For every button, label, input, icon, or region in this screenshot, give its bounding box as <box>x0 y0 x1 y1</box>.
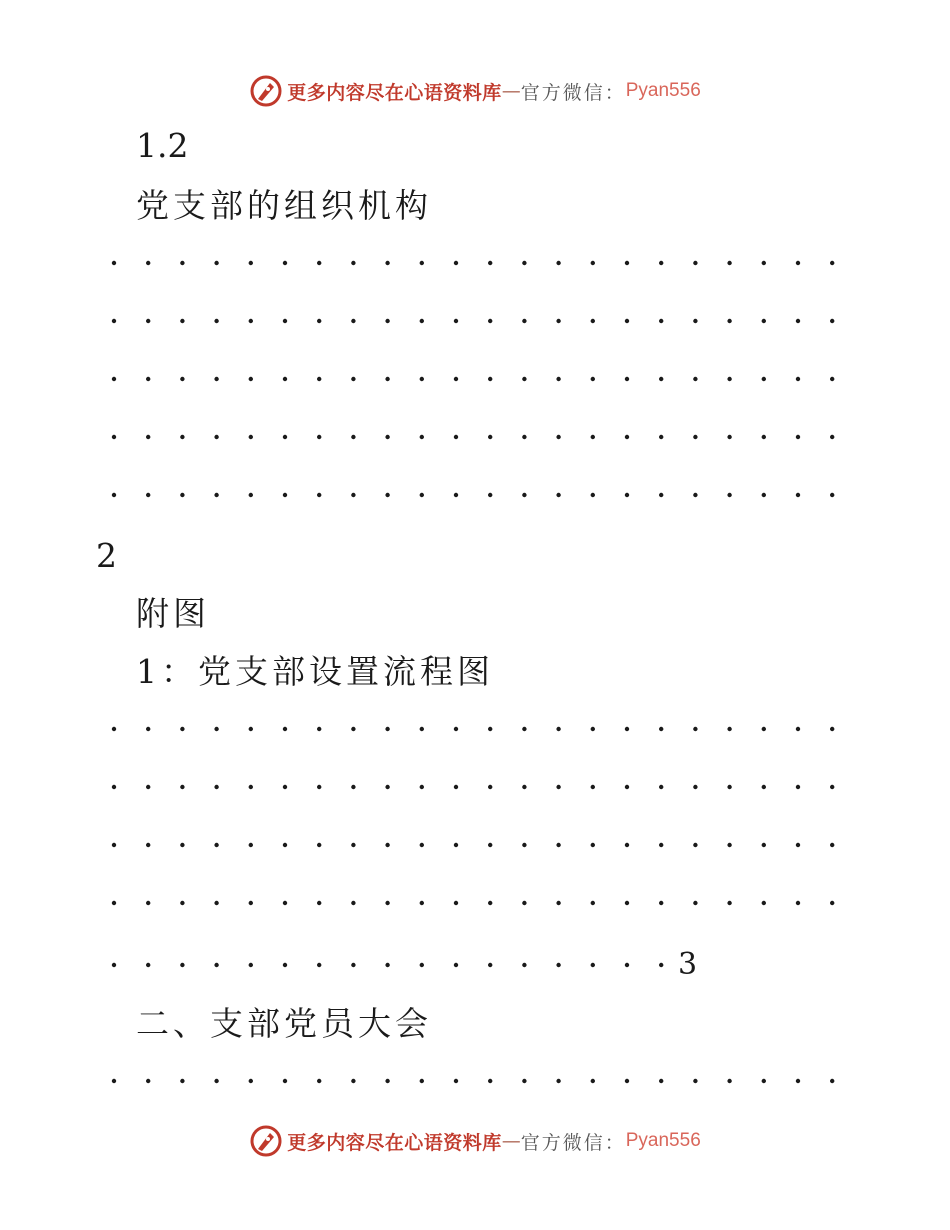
page-number: 3 <box>678 947 698 982</box>
pen-nib-circle-icon <box>249 74 283 108</box>
dot-leader-row <box>104 1071 844 1091</box>
dot-leader-row <box>104 955 669 975</box>
toc-item-title: 党支部的组织机构 <box>136 186 432 225</box>
footer-banner <box>0 1121 950 1161</box>
banner-wechat-label: 官方微信： <box>520 81 626 104</box>
page-number: 2 <box>96 536 117 575</box>
toc-appendix-title: 1：党支部设置流程图 <box>136 652 494 691</box>
banner-wechat-id: Pyan556 <box>625 1130 701 1151</box>
banner-site-name: 更多内容尽在心语资料库 <box>287 1131 502 1154</box>
banner-site-name: 更多内容尽在心语资料库 <box>287 81 502 104</box>
dot-leader-row <box>104 253 844 273</box>
dot-leader-row <box>104 893 844 913</box>
toc-section-title: 二、支部党员大会 <box>136 1004 432 1043</box>
toc-appendix-label: 附图 <box>136 594 210 633</box>
toc-item-number: 1.2 <box>136 126 189 165</box>
banner-dash: — <box>501 80 521 102</box>
dot-leader-row <box>104 311 844 331</box>
banner-wechat-label: 官方微信： <box>520 1131 626 1154</box>
dot-leader-row <box>104 427 844 447</box>
dot-leader-row <box>104 835 844 855</box>
banner-dash: — <box>501 1130 521 1152</box>
pen-nib-circle-icon <box>249 1124 283 1158</box>
banner-wechat-id: Pyan556 <box>625 80 701 101</box>
dot-leader-row <box>104 777 844 797</box>
header-banner <box>0 71 950 111</box>
dot-leader-row <box>104 719 844 739</box>
dot-leader-row <box>104 369 844 389</box>
dot-leader-row <box>104 485 844 505</box>
